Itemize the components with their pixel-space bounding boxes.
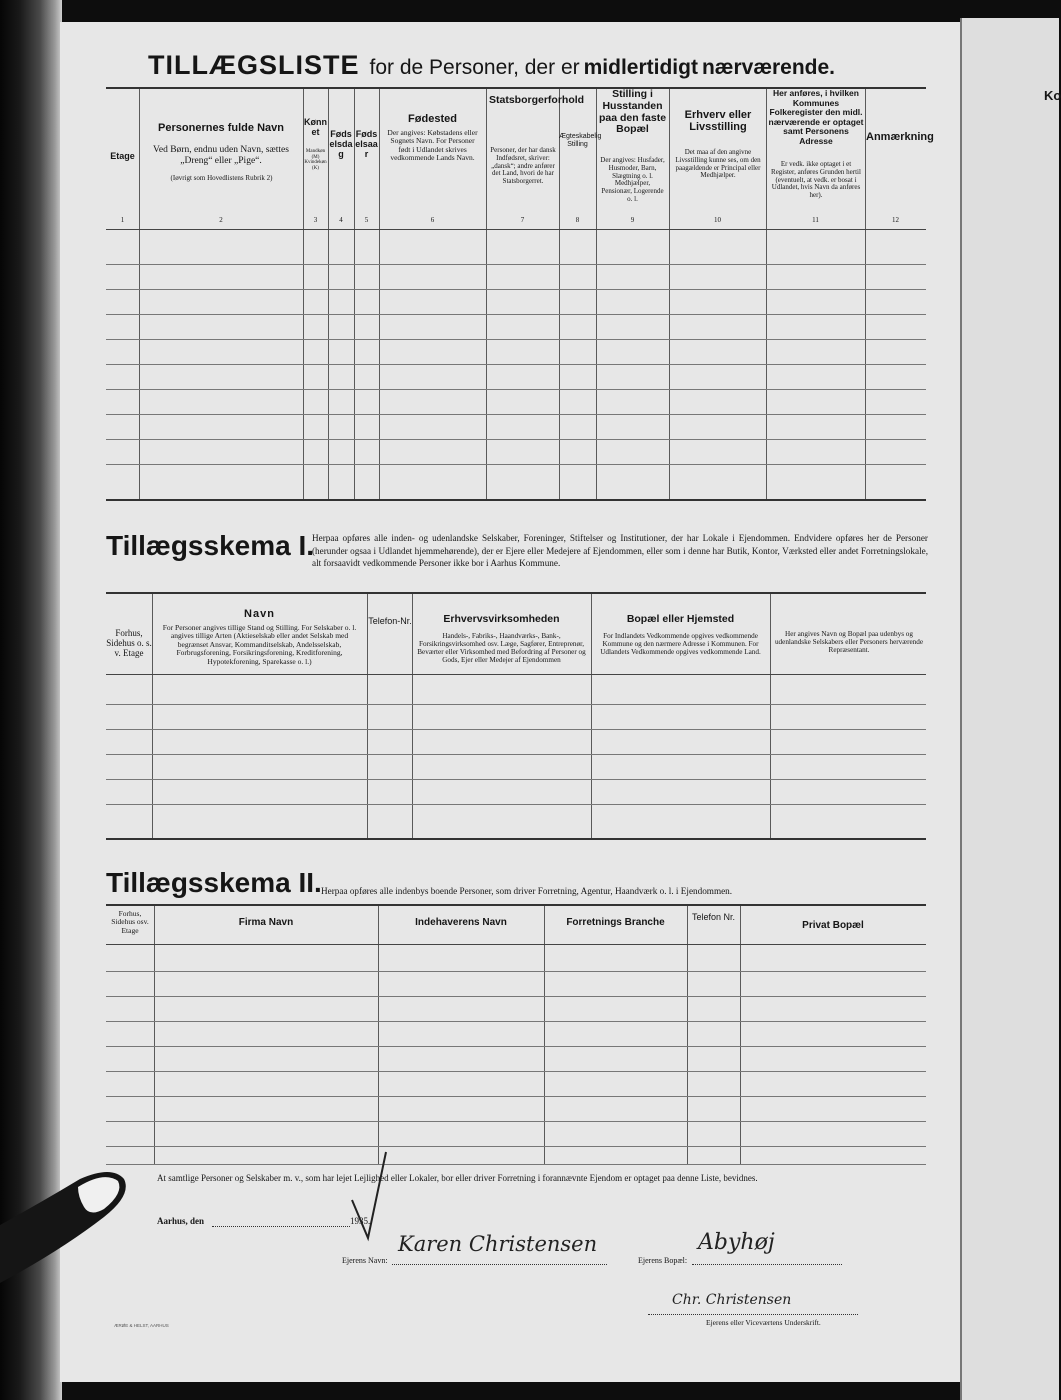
col-gender-header: Kønnet — [304, 117, 327, 138]
form-page — [60, 22, 960, 1382]
printer-mark: ÆRØE & HELST, AARHUS — [114, 1323, 169, 1328]
vice-label: Ejerens eller Viceværtens Underskrift. — [706, 1318, 821, 1327]
s2-col-address-header: Privat Bopæl — [802, 920, 864, 931]
col-citizenship-sub: Personer, der har dansk Indfødsret, skriver: „dansk“; andre anfører det Land, hvori de har Statsborgerret. — [490, 146, 556, 186]
s1-col-representative-sub: Her angives Navn og Bopæl paa udenbys og udenlandske Selskabers eller Personers herværende Repræsentant. — [774, 630, 924, 655]
col-num: 10 — [714, 216, 721, 224]
s1-col-name-sub: For Personer angives tillige Stand og Stilling. For Selskaber o. l. angives tillige Arten (Aktieselskab eller andet Selskab med begrænset Ansvar, Kommanditselskab, Andelsselskab, Forbrugsforening, Forsikringsforening, Kreditforening, Hypotekforening, Sparekasse o. l.) — [162, 623, 357, 666]
skema2-table — [106, 904, 926, 1165]
skema1-description: Herpaa opføres alle inden- og udenlandske Selskaber, Foreninger, Stiftelser og Institutioner, der har Lokale i Ejendommen. Endvidere opføres her de Personer (herunder ogsaa i Udlandet hjemmehørende), der er Ejere eller Medejere af Ejendommen, eller som i denne har Butik, Kontor, Værksted eller andet Forretningslokale, alt forsaavidt vedkommende Personer ikke bor i Aarhus Kommune. — [312, 533, 928, 569]
owner-address-signature: Abyhøj — [698, 1230, 775, 1255]
checkmark-mark — [350, 1150, 390, 1240]
col-name-note: (Iøvrigt som Hovedlistens Rubrik 2) — [170, 174, 273, 182]
facing-page-text: Ko — [1044, 88, 1061, 103]
s1-col-business-header: Erhvervsvirksomheden — [443, 613, 560, 625]
list-title-main: TILLÆGSLISTE — [148, 50, 360, 80]
finger-tip — [0, 1165, 130, 1285]
col-num: 5 — [364, 216, 369, 224]
col-gender-sub: Mandkøn (M) Kvindekøn (K) — [304, 149, 327, 171]
list-title-part1: for de Personer, der er — [369, 56, 580, 79]
col-occupation-header: Erhverv eller Livsstilling — [684, 109, 752, 134]
footer-city: Aarhus, den — [157, 1216, 205, 1226]
s2-col-firm-header: Firma Navn — [238, 917, 294, 928]
s1-col-residence-sub: For Indlandets Vedkommende opgives vedkommende Kommune og den nærmere Adresse i Kommunen. For Udlandets Vedkommende opgives vedkommende Land. — [600, 632, 761, 657]
col-remarks-header: Anmærkning — [866, 131, 934, 143]
col-name-header: Personernes fulde Navn — [158, 122, 284, 134]
col-birthplace-header: Fødested — [408, 113, 457, 125]
skema2-title: Tillægsskema II. — [106, 867, 322, 898]
col-citizenship-header: Statsborgerforhold — [489, 94, 585, 106]
s2-col-branch-header: Forretnings Branche — [566, 917, 665, 928]
s1-col-residence-header: Bopæl eller Hjemsted — [626, 613, 735, 625]
col-num: 7 — [520, 216, 525, 224]
list-title-bold: midlertidigt — [583, 56, 698, 79]
footer-year: 1935. — [350, 1216, 371, 1226]
owner-address-label: Ejerens Bopæl: — [638, 1256, 688, 1265]
col-birthplace-sub: Der angives: Købstadens eller Sognets Navn. For Personer født i Udlandet skrives vedkommende Lands Navn. — [387, 128, 478, 163]
list-table — [106, 87, 934, 501]
col-birthyear-header: Fødselsaar — [355, 129, 378, 160]
skema2-description: Herpaa opføres alle indenbys boende Personer, som driver Forretning, Agentur, Haandværk o. l. i Ejendommen. — [321, 886, 733, 896]
col-name-sub: Ved Børn, endnu uden Navn, sættes „Dreng“ eller „Pige“. — [153, 145, 289, 166]
s1-col-phone-header: Telefon-Nr. — [368, 616, 412, 626]
col-num: 12 — [892, 216, 899, 224]
s1-col-etage-header: Forhus, Sidehus o. s. v. Etage — [106, 628, 152, 659]
owner-name-signature: Karen Christensen — [398, 1232, 598, 1256]
list-title — [148, 50, 835, 81]
col-household-header: Stilling i Husstanden paa den faste Bopæl — [598, 88, 667, 136]
col-birthday-header: Fødselsdag — [329, 129, 353, 160]
vice-signature: Chr. Christensen — [672, 1292, 792, 1308]
col-num: 11 — [812, 216, 819, 224]
col-num: 3 — [313, 216, 318, 224]
col-etage-header: Etage — [110, 151, 135, 161]
col-num: 6 — [430, 216, 435, 224]
col-num: 9 — [630, 216, 635, 224]
s1-col-business-sub: Handels-, Fabriks-, Haandværks-, Bank-, Forsikringsvirksomhed osv. Læge, Sagfører, Entreprenør, Beværter eller Virksomhed med Befordring af Personer og Gods, Ejer eller Medejer af Ejendommen — [417, 632, 586, 665]
list-title-part2: nærværende. — [701, 56, 836, 79]
col-household-sub: Der angives: Husfader, Husmoder, Barn, Slægtning o. l. Medhjælper, Pensionær, Logerende o. l. — [600, 156, 665, 204]
col-marital-header: Ægteskabelig Stilling — [559, 133, 602, 148]
s2-col-owner-header: Indehaverens Navn — [415, 917, 507, 928]
col-register-header: Her anføres, i hvilken Kommunes Folkeregister den midl. nærværende er optaget samt Personens Adresse — [768, 88, 864, 146]
footer-statement: At samtlige Personer og Selskaber m. v., som har lejet Lejlighed eller Lokaler, bor eller driver Forretning i forannævnte Ejendom er optaget paa denne Liste, bevidnes. — [157, 1173, 758, 1183]
s2-col-etage-header: Forhus, Sidehus osv. Etage — [111, 909, 149, 935]
s1-col-name-header: Navn — [244, 608, 275, 620]
col-num: 2 — [219, 216, 223, 224]
skema1-title: Tillægsskema I. — [106, 530, 315, 561]
col-num: 1 — [120, 216, 125, 224]
col-num: 4 — [339, 216, 343, 224]
col-register-sub: Er vedk. ikke optaget i et Register, anføres Grunden hertil (eventuelt, at vedk. er bosat i Udlandet, hvis Navn da anføres her). — [771, 160, 861, 200]
facing-page — [960, 18, 1059, 1400]
col-occupation-sub: Det maa af den angivne Livsstilling kunne ses, om den paagældende er Principal eller Medhjælper. — [675, 148, 761, 180]
s2-col-phone-header: Telefon Nr. — [691, 912, 736, 922]
col-num: 8 — [575, 216, 580, 224]
skema1-table — [106, 592, 926, 840]
owner-name-label: Ejerens Navn: — [342, 1256, 388, 1265]
